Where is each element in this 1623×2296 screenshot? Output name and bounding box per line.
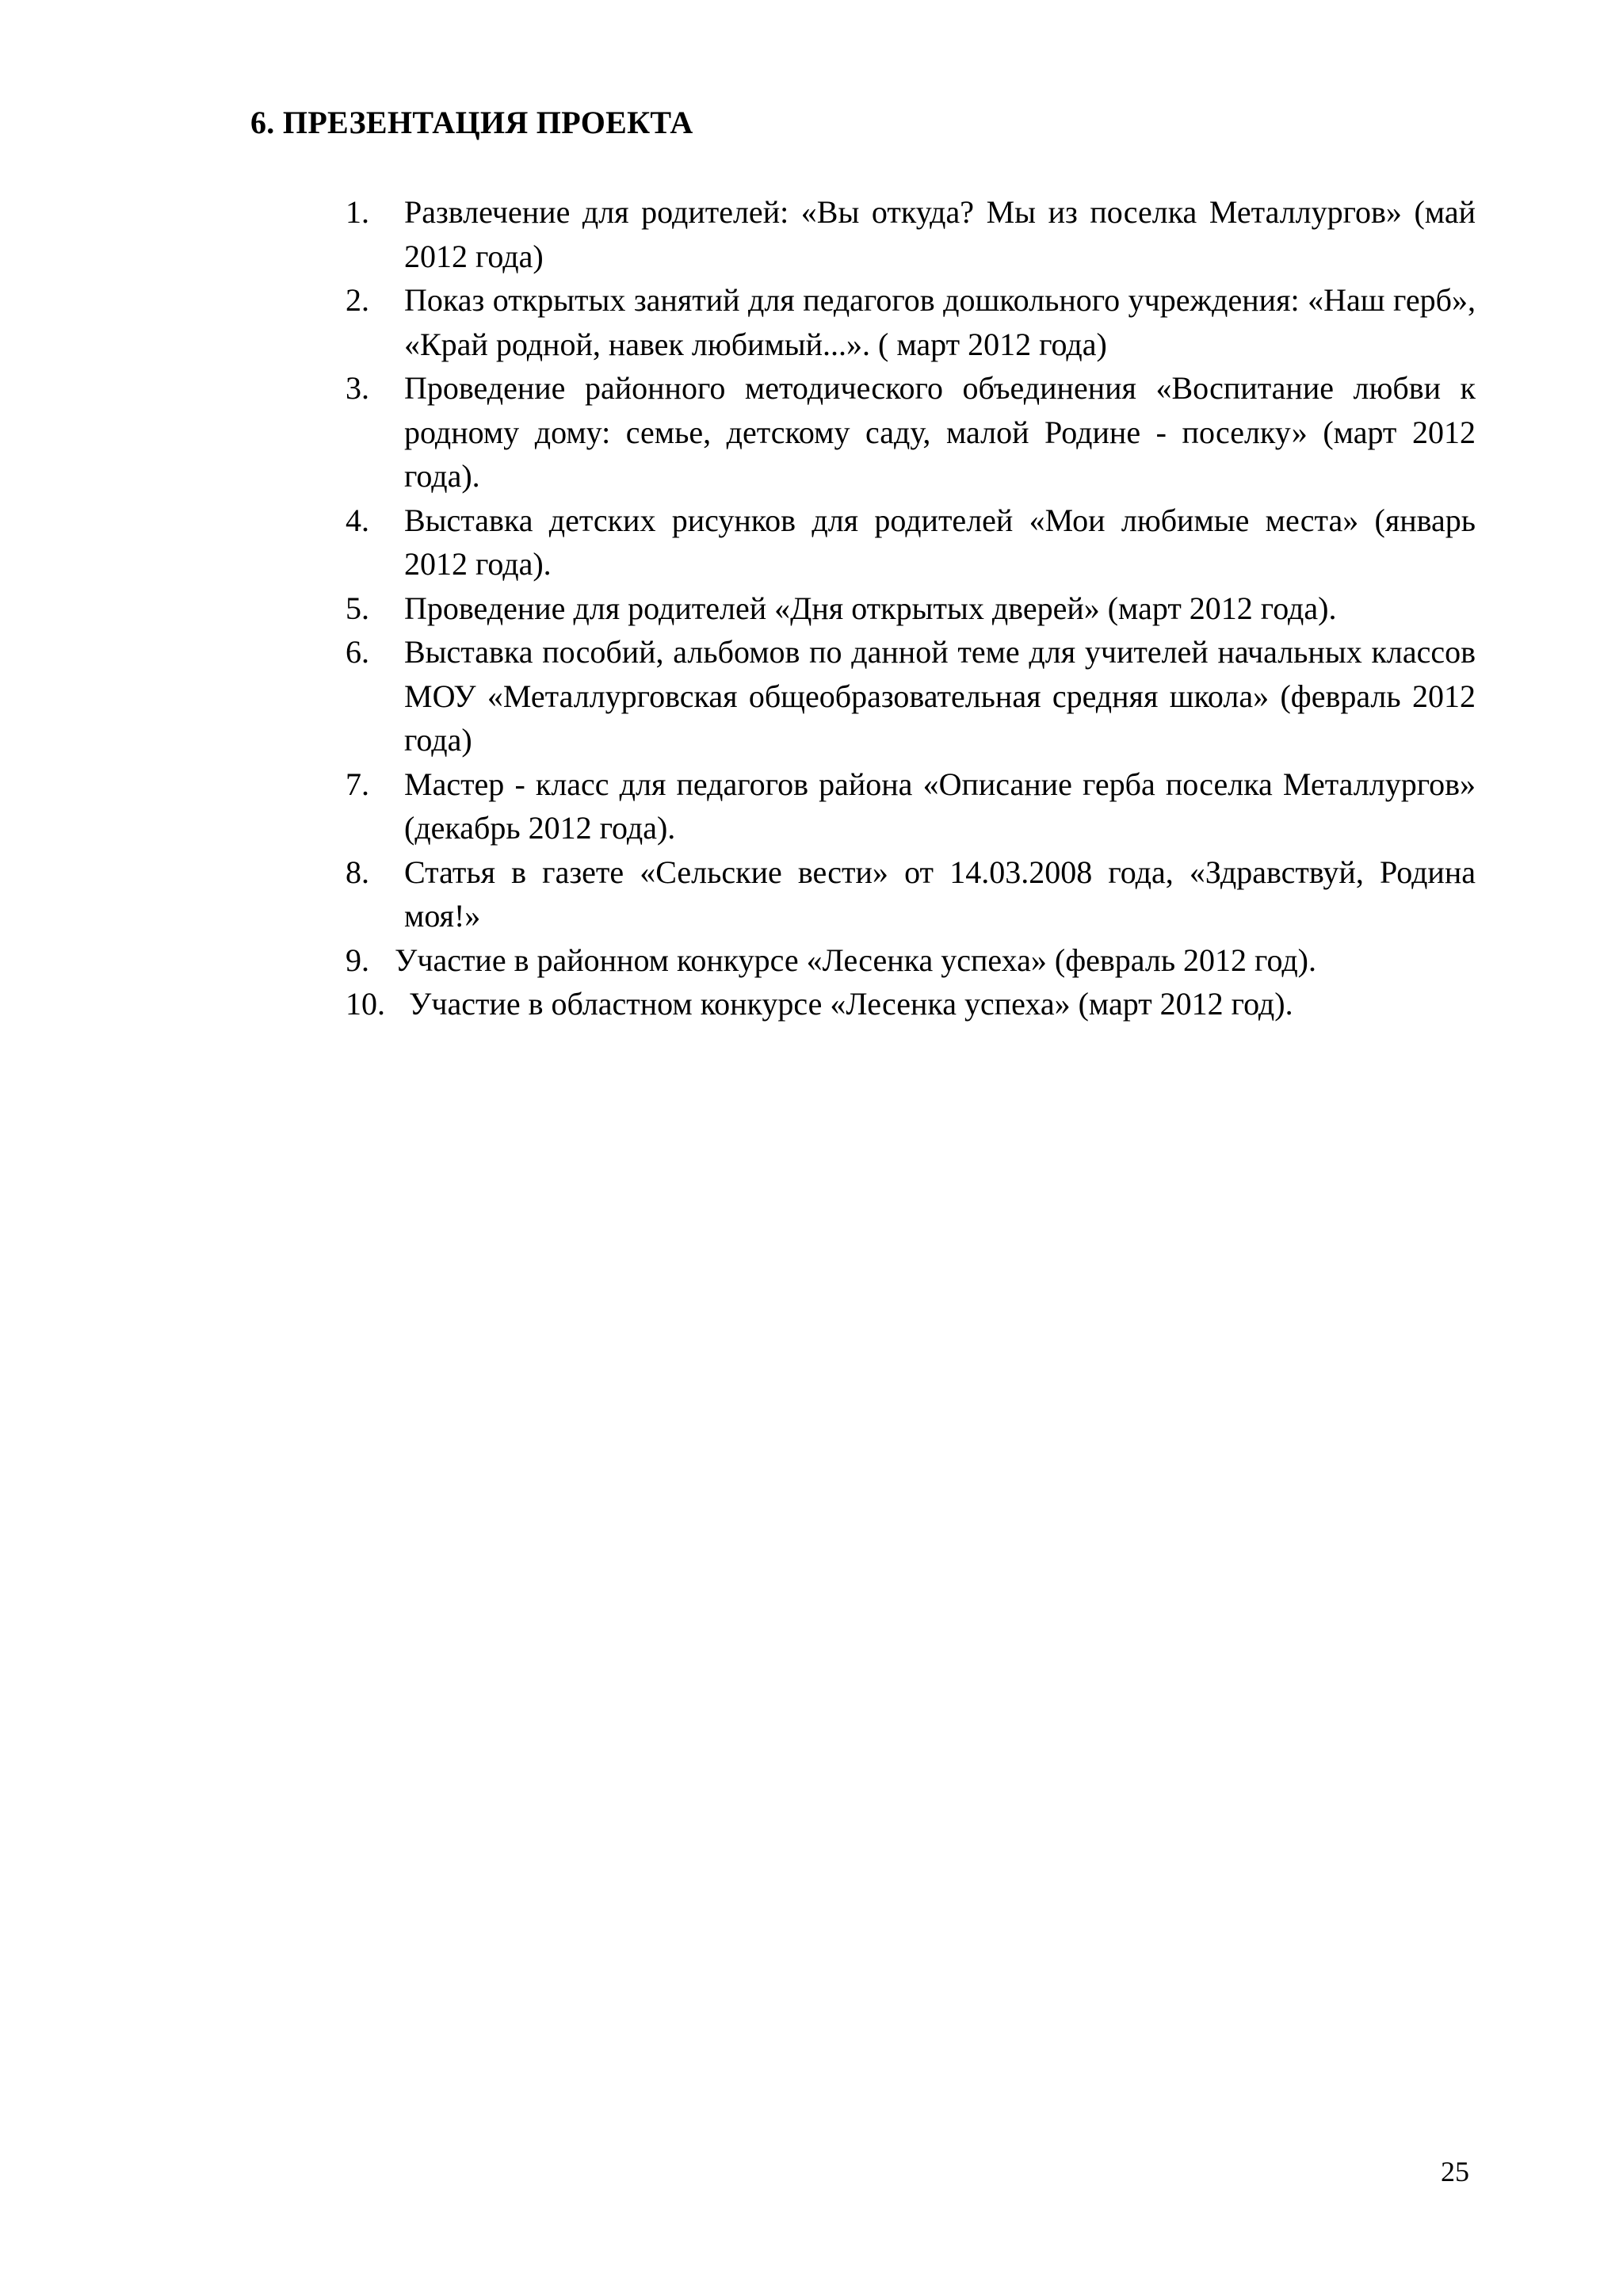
list-item-text: Развлечение для родителей: «Вы откуда? Мы из поселка Металлургов» (май 2012 года) [404, 194, 1476, 274]
page-number: 25 [1441, 2156, 1469, 2187]
list-item-text: Показ открытых занятий для педагогов дошкольного учреждения: «Наш герб», «Край родной, навек любимый...». ( март 2012 года) [404, 282, 1476, 362]
list-item-text: Выставка пособий, альбомов по данной теме для учителей начальных классов МОУ «Металлурговская общеобразовательная средняя школа» (февраль 2012 года) [404, 634, 1476, 758]
presentation-list [346, 190, 1476, 1026]
list-item [346, 850, 1476, 938]
list-item-text: Проведение районного методического объединения «Воспитание любви к родному дому: семье, детскому саду, малой Родине - поселку» (март 2012 года). [404, 370, 1476, 494]
list-item-text: Выставка детских рисунков для родителей «Мои любимые места» (январь 2012 года). [404, 502, 1476, 582]
list-item-text: Участие в областном конкурсе «Лесенка успеха» (март 2012 год). [409, 986, 1293, 1022]
list-item-number: 8. [346, 854, 369, 890]
list-item [346, 366, 1476, 499]
list-item [346, 190, 1476, 278]
list-item [346, 938, 1476, 983]
list-item-number: 6. [346, 634, 369, 670]
list-item-number: 3. [346, 370, 369, 406]
list-item [346, 762, 1476, 850]
section-title: 6. ПРЕЗЕНТАЦИЯ ПРОЕКТА [250, 105, 693, 140]
list-item-text: Участие в районном конкурсе «Лесенка успеха» (февраль 2012 год). [395, 942, 1316, 978]
list-item-number: 10. [346, 986, 385, 1022]
list-item-text: Мастер - класс для педагогов района «Описание герба поселка Металлургов» (декабрь 2012 года). [404, 766, 1476, 846]
list-item-text: Проведение для родителей «Дня открытых дверей» (март 2012 года). [404, 590, 1337, 626]
list-item [346, 278, 1476, 366]
list-item-text: Статья в газете «Сельские вести» от 14.03.2008 года, «Здравствуй, Родина моя!» [404, 854, 1476, 934]
list-item-number: 7. [346, 766, 369, 802]
list-item-number: 1. [346, 194, 369, 230]
list-item-number: 5. [346, 590, 369, 626]
list-item-number: 4. [346, 502, 369, 538]
list-item [346, 982, 1476, 1026]
list-item-number: 9. [346, 942, 369, 978]
list-item [346, 586, 1476, 631]
list-item [346, 630, 1476, 762]
list-item [346, 499, 1476, 586]
list-item-number: 2. [346, 282, 369, 318]
